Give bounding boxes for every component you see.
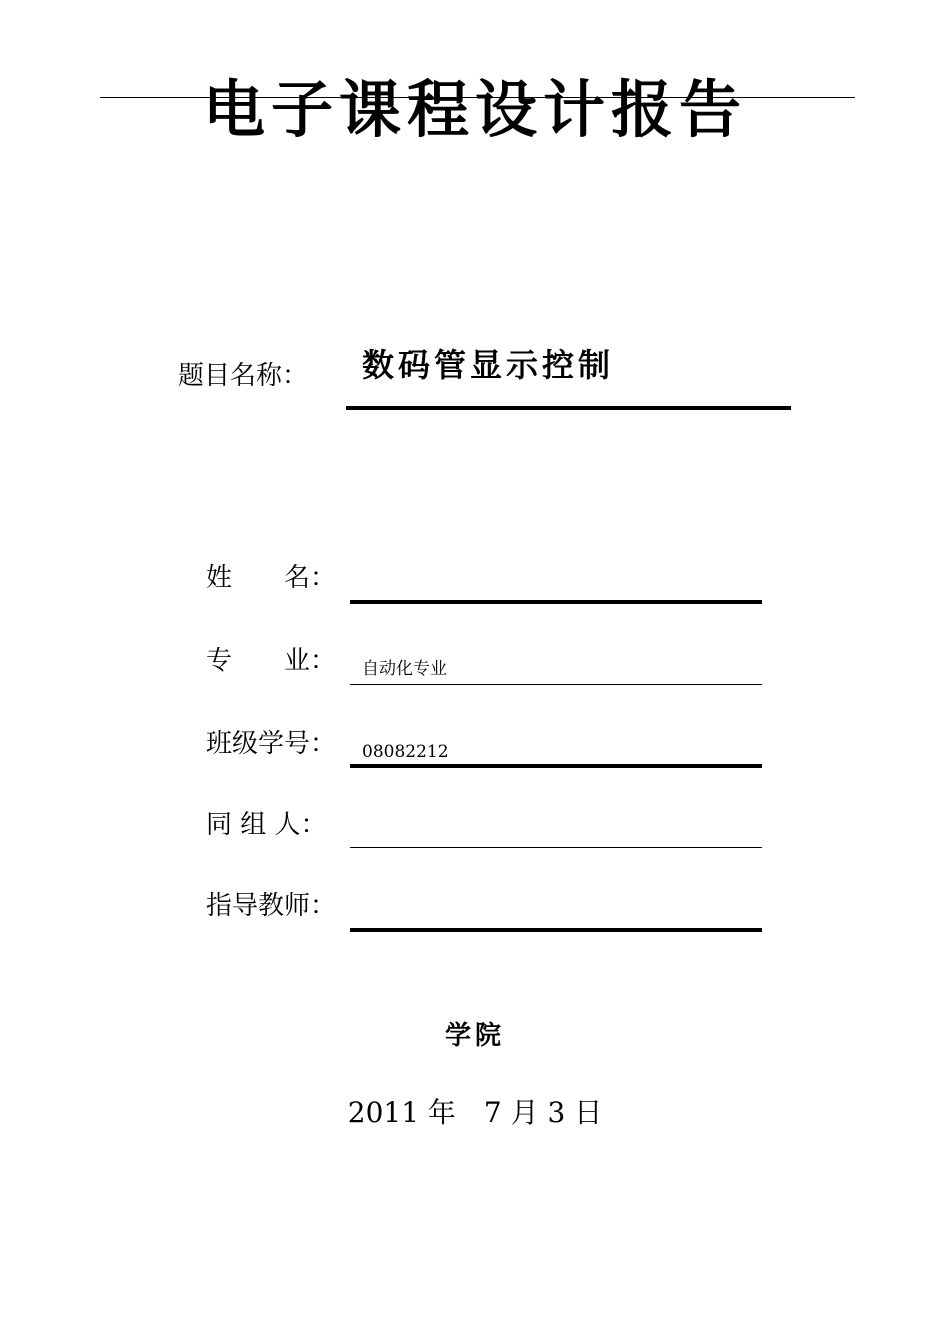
group-members-underline [350, 847, 762, 848]
school-name: 学院 [444, 1021, 505, 1051]
name-label: 姓 名： [206, 563, 337, 593]
major-underline [350, 684, 762, 685]
topic-underline [346, 406, 791, 410]
name-underline [350, 600, 762, 604]
topic-label: 题目名称： [178, 361, 309, 391]
report-title: 电子课程设计报告 [202, 73, 747, 146]
class-id-value: 08082212 [362, 742, 449, 762]
group-members-label: 同 组 人： [206, 810, 327, 840]
class-id-underline [350, 764, 762, 768]
report-date: 2011 年 7 月 3 日 [347, 1096, 603, 1129]
advisor-label: 指导教师： [206, 891, 337, 921]
advisor-underline [350, 928, 762, 932]
topic-value: 数码管显示控制 [362, 346, 615, 384]
major-label: 专 业： [206, 646, 337, 676]
class-id-label: 班级学号： [206, 729, 337, 759]
major-value: 自动化专业 [362, 659, 447, 679]
